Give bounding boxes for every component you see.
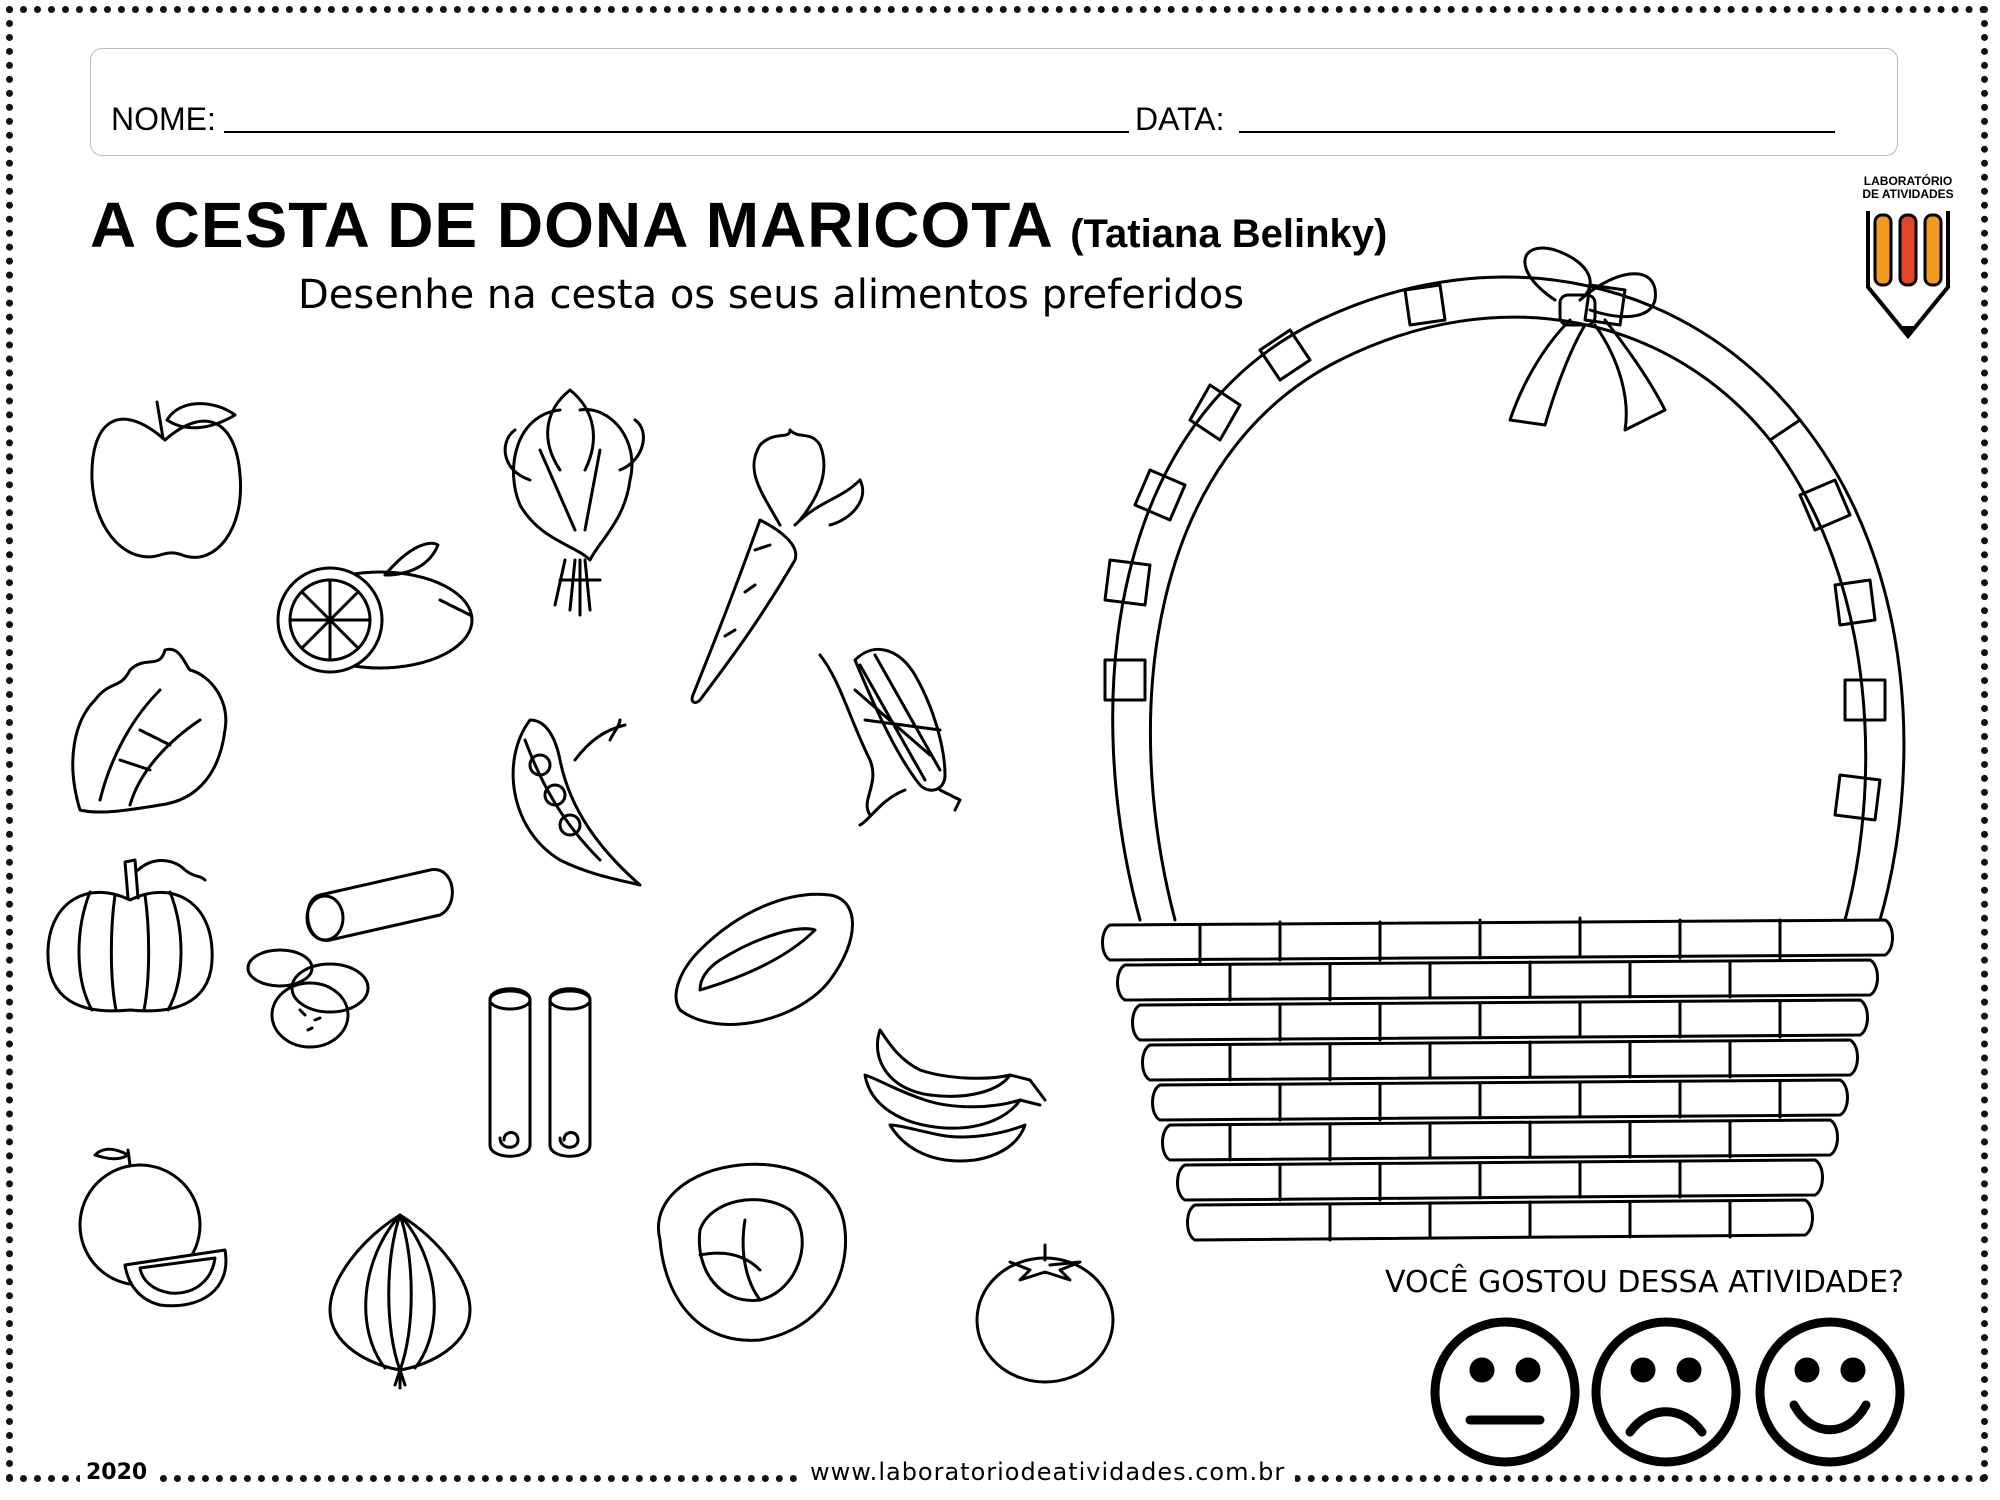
name-label: NOME: bbox=[111, 101, 216, 137]
sad-face-icon[interactable] bbox=[1596, 1322, 1736, 1462]
footer-year: 2020 bbox=[80, 1460, 153, 1485]
papaya-icon bbox=[676, 894, 852, 1024]
orange-icon bbox=[80, 1149, 226, 1306]
pumpkin-icon bbox=[48, 860, 212, 1011]
title-main: A CESTA DE DONA MARICOTA bbox=[90, 189, 1052, 261]
logo-line2: DE ATIVIDADES bbox=[1862, 187, 1954, 201]
corn-icon bbox=[820, 649, 960, 825]
lemon-icon bbox=[278, 543, 472, 672]
cabbage-icon bbox=[658, 1164, 845, 1340]
footer-website[interactable]: www.laboratoriodeatividades.com.br bbox=[800, 1458, 1295, 1486]
pea-pod-icon bbox=[513, 720, 640, 885]
spinach-icon bbox=[505, 390, 643, 615]
date-label: DATA: bbox=[1135, 101, 1225, 137]
instruction-text: Desenhe na cesta os seus alimentos preferidos bbox=[298, 272, 1245, 318]
cucumber-icon bbox=[248, 870, 452, 1047]
logo-line1: LABORATÓRIO bbox=[1863, 174, 1953, 188]
happy-face-icon[interactable] bbox=[1760, 1322, 1900, 1462]
onion-icon bbox=[330, 1215, 470, 1388]
title-author: (Tatiana Belinky) bbox=[1070, 212, 1388, 256]
feedback-question: VOCÊ GOSTOU DESSA ATIVIDADE? bbox=[1385, 1265, 1904, 1300]
tomato-icon bbox=[977, 1245, 1113, 1382]
neutral-face-icon[interactable] bbox=[1435, 1322, 1575, 1462]
carrot-icon bbox=[692, 430, 863, 702]
cassava-icon bbox=[490, 989, 590, 1157]
banana-icon bbox=[865, 1030, 1045, 1161]
apple-icon bbox=[92, 402, 241, 557]
lettuce-icon bbox=[73, 649, 226, 812]
basket-illustration bbox=[1103, 248, 1904, 1240]
